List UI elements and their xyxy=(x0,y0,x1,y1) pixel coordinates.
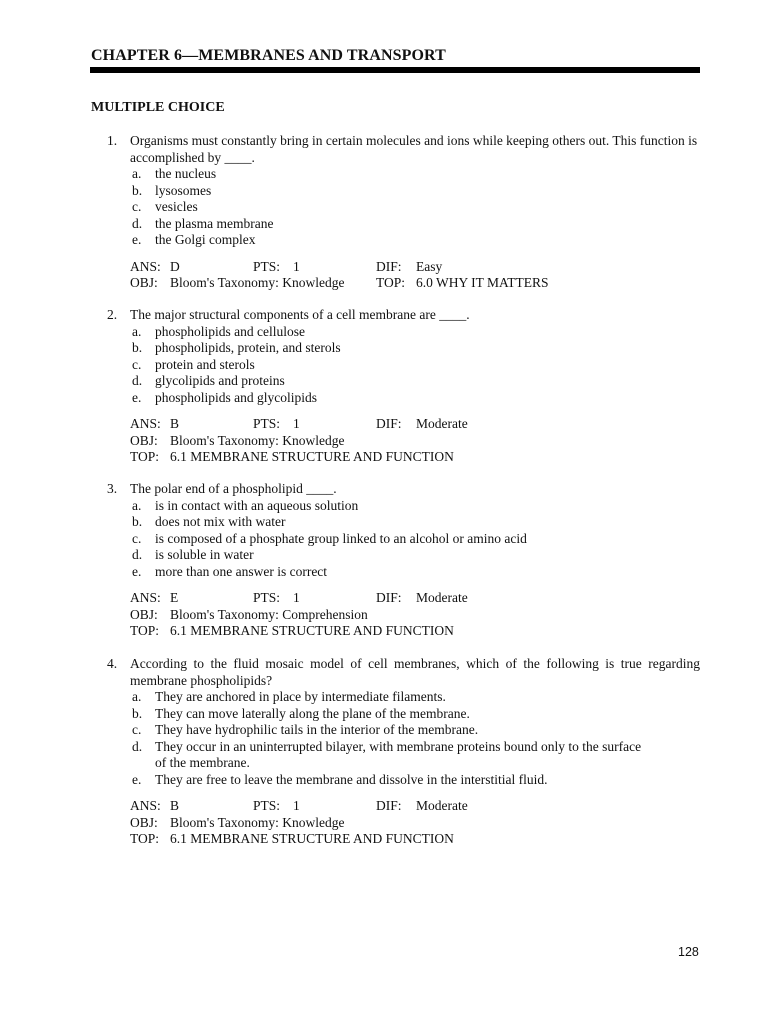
answer-options xyxy=(132,689,700,788)
option-letter: a. xyxy=(132,323,142,339)
option-text: phospholipids, protein, and sterols xyxy=(155,340,341,355)
obj-label: OBJ: xyxy=(130,275,158,290)
answer-option xyxy=(132,772,700,789)
option-letter: a. xyxy=(132,497,142,513)
answer-option xyxy=(132,722,700,739)
ans-label: ANS: xyxy=(130,590,161,605)
answer-option xyxy=(132,357,700,374)
option-text: protein and sterols xyxy=(155,356,255,372)
pts-label: PTS: xyxy=(253,590,281,605)
question-text: The polar end of a phospholipid ____. xyxy=(130,481,337,496)
answer-metadata xyxy=(130,590,700,640)
pts-value: 1 xyxy=(293,258,300,274)
question-number: 3. xyxy=(107,481,118,496)
option-text: lysosomes xyxy=(155,182,212,198)
section-heading: MULTIPLE CHOICE xyxy=(91,100,225,115)
option-letter: b. xyxy=(132,340,143,355)
dif-value: Easy xyxy=(416,258,443,274)
option-text: is in contact with an aqueous solution xyxy=(155,497,359,513)
option-letter: d. xyxy=(132,738,143,754)
option-letter: b. xyxy=(132,182,143,198)
question-text: The major structural components of a cell membrane are ____. xyxy=(130,307,470,322)
option-letter: b. xyxy=(132,705,143,721)
top-label: TOP: xyxy=(130,449,160,464)
option-letter: d. xyxy=(132,373,143,388)
top-value: 6.1 MEMBRANE STRUCTURE AND FUNCTION xyxy=(170,449,454,464)
option-letter: a. xyxy=(132,689,142,704)
question-1 xyxy=(107,133,700,292)
answer-option xyxy=(132,199,700,216)
top-value: 6.0 WHY IT MATTERS xyxy=(416,275,549,290)
answer-options xyxy=(132,324,700,407)
answer-option xyxy=(132,183,700,200)
option-text: more than one answer is correct xyxy=(155,563,328,579)
option-letter: e. xyxy=(132,563,142,579)
question-text: Organisms must constantly bring in certain molecules and ions while keeping others out. This function is accomplished by ____. xyxy=(130,133,698,165)
obj-label: OBJ: xyxy=(130,432,158,448)
ans-label: ANS: xyxy=(130,798,161,813)
option-text: the nucleus xyxy=(155,166,217,181)
dif-value: Moderate xyxy=(416,416,468,431)
pts-value: 1 xyxy=(293,416,300,431)
ans-label: ANS: xyxy=(130,416,161,431)
top-label: TOP: xyxy=(130,831,160,846)
option-letter: c. xyxy=(132,356,142,372)
pts-value: 1 xyxy=(293,590,300,605)
answer-option xyxy=(132,373,700,390)
question-number: 1. xyxy=(107,133,118,148)
obj-value: Bloom's Taxonomy: Knowledge xyxy=(170,432,345,448)
obj-label: OBJ: xyxy=(130,814,158,830)
option-text: They are anchored in place by intermediate filaments. xyxy=(155,689,446,704)
option-text: the Golgi complex xyxy=(155,232,256,247)
option-letter: a. xyxy=(132,166,142,181)
answer-option xyxy=(132,547,700,564)
answer-option xyxy=(132,390,700,407)
answer-option xyxy=(132,216,700,233)
top-value: 6.1 MEMBRANE STRUCTURE AND FUNCTION xyxy=(170,831,454,846)
option-letter: d. xyxy=(132,547,143,562)
option-letter: e. xyxy=(132,232,142,247)
dif-label: DIF: xyxy=(376,258,402,274)
answer-option xyxy=(132,166,700,183)
option-text: the plasma membrane xyxy=(155,215,274,231)
option-text: phospholipids and cellulose xyxy=(155,323,305,339)
ans-value: B xyxy=(170,798,180,813)
answer-option xyxy=(132,739,700,772)
question-3 xyxy=(107,481,700,640)
dif-label: DIF: xyxy=(376,416,402,431)
question-2 xyxy=(107,307,700,466)
answer-metadata xyxy=(130,416,700,466)
option-text: They occur in an uninterrupted bilayer, with membrane proteins bound only to the surface of the membrane. xyxy=(155,738,642,770)
question-text: According to the fluid mosaic model of cell membranes, which of the following is true regarding membrane phospholipids? xyxy=(130,656,700,688)
ans-value: B xyxy=(170,416,180,431)
option-letter: e. xyxy=(132,389,142,405)
dif-label: DIF: xyxy=(376,798,402,813)
answer-option xyxy=(132,340,700,357)
answer-option xyxy=(132,498,700,515)
ans-value: E xyxy=(170,590,179,605)
option-letter: c. xyxy=(132,530,142,546)
answer-options xyxy=(132,498,700,581)
top-label: TOP: xyxy=(376,275,406,290)
answer-option xyxy=(132,531,700,548)
answer-option xyxy=(132,324,700,341)
answer-metadata xyxy=(130,259,700,292)
dif-value: Moderate xyxy=(416,798,468,813)
ans-value: D xyxy=(170,258,180,274)
answer-metadata xyxy=(130,798,700,848)
option-letter: e. xyxy=(132,771,142,787)
option-text: They can move laterally along the plane of the membrane. xyxy=(155,705,470,721)
option-text: vesicles xyxy=(155,199,198,214)
option-text: is composed of a phosphate group linked to an alcohol or amino acid xyxy=(155,530,527,546)
option-text: is soluble in water xyxy=(155,547,254,562)
answer-option xyxy=(132,232,700,249)
top-value: 6.1 MEMBRANE STRUCTURE AND FUNCTION xyxy=(170,623,454,638)
obj-value: Bloom's Taxonomy: Knowledge xyxy=(170,275,345,290)
dif-label: DIF: xyxy=(376,590,402,605)
option-text: They have hydrophilic tails in the interior of the membrane. xyxy=(155,722,479,737)
pts-label: PTS: xyxy=(253,416,281,431)
dif-value: Moderate xyxy=(416,590,468,605)
obj-value: Bloom's Taxonomy: Knowledge xyxy=(170,814,345,830)
option-letter: c. xyxy=(132,722,142,737)
ans-label: ANS: xyxy=(130,258,161,274)
pts-label: PTS: xyxy=(253,258,281,274)
answer-option xyxy=(132,689,700,706)
chapter-title: CHAPTER 6—MEMBRANES AND TRANSPORT xyxy=(91,47,446,64)
answer-option xyxy=(132,706,700,723)
obj-label: OBJ: xyxy=(130,606,158,622)
pts-value: 1 xyxy=(293,798,300,813)
answer-options xyxy=(132,166,700,249)
question-number: 4. xyxy=(107,656,118,671)
top-label: TOP: xyxy=(130,623,160,638)
option-text: glycolipids and proteins xyxy=(155,373,285,388)
option-text: phospholipids and glycolipids xyxy=(155,389,317,405)
page-number: 128 xyxy=(678,945,699,959)
answer-option xyxy=(132,564,700,581)
option-letter: b. xyxy=(132,514,143,529)
option-text: They are free to leave the membrane and dissolve in the interstitial fluid. xyxy=(155,771,548,787)
option-letter: d. xyxy=(132,215,143,231)
obj-value: Bloom's Taxonomy: Comprehension xyxy=(170,606,368,622)
question-4 xyxy=(107,656,700,848)
option-text: does not mix with water xyxy=(155,514,286,529)
title-rule xyxy=(90,67,700,73)
answer-option xyxy=(132,514,700,531)
option-letter: c. xyxy=(132,199,142,214)
pts-label: PTS: xyxy=(253,798,281,813)
question-number: 2. xyxy=(107,307,118,322)
